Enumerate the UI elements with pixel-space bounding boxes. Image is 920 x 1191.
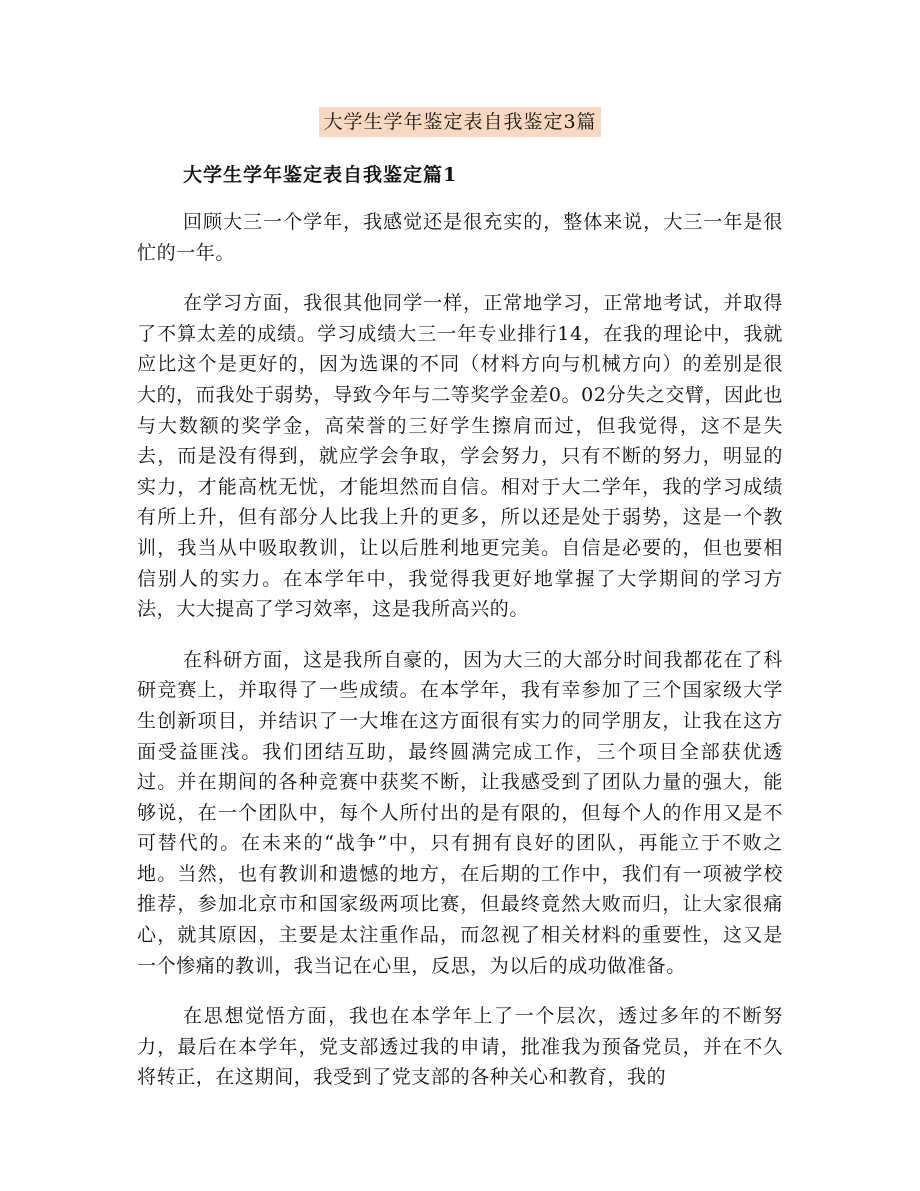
paragraph-3: 在科研方面，这是我所自豪的，因为大三的大部分时间我都花在了科研竞赛上，并取得了一些成绩。在本学年，我有幸参加了三个国家级大学生创新项目，并结识了一大堆在这方面很有实力的同学朋友，让我在这方面受益匪浅。我们团结互助，最终圆满完成工作，三个项目全部获优透过。并在期间的各种竞赛中获奖不断，让我感受到了团队力量的强大，能够说，在一个团队中，每个人所付出的是有限的，但每个人的作用又是不可替代的。在未来的“战争”中，只有拥有良好的团队，再能立于不败之地。当然，也有教训和遗憾的地方，在后期的工作中，我们有一项被学校推荐，参加北京市和国家级两项比赛，但最终竟然大败而归，让大家很痛心，就其原因，主要是太注重作品，而忽视了相关材料的重要性，这又是一个惨痛的教训，我当记在心里，反思，为以后的成功做准备。 xyxy=(137,648,783,977)
section-heading: 大学生学年鉴定表自我鉴定篇1 xyxy=(183,164,458,186)
paragraph-1: 回顾大三一个学年，我感觉还是很充实的，整体来说，大三一年是很忙的一年。 xyxy=(137,211,783,264)
document-body xyxy=(137,207,783,1113)
document-title: 大学生学年鉴定表自我鉴定3篇 xyxy=(319,107,600,137)
title-container xyxy=(0,107,920,137)
paragraph-2: 在学习方面，我很其他同学一样，正常地学习，正常地考试，并取得了不算太差的成绩。学习成绩大三一年专业排行14，在我的理论中，我就应比这个是更好的，因为选课的不同（材料方向与机械方向）的差别是很大的，而我处于弱势，导致今年与二等奖学金差0。02分失之交臂，因此也与大数额的奖学金，高荣誉的三好学生擦肩而过，但我觉得，这不是失去，而是没有得到，就应学会争取，学会努力，只有不断的努力，明显的实力，才能高枕无忧，才能坦然而自信。相对于大二学年，我的学习成绩有所上升，但有部分人比我上升的更多，所以还是处于弱势，这是一个教训，我当从中吸取教训，让以后胜利地更完美。自信是必要的，但也要相信别人的实力。在本学年中，我觉得我更好地掌握了大学期间的学习方法，大大提高了学习效率，这是我所高兴的。 xyxy=(137,292,783,621)
paragraph-4: 在思想觉悟方面，我也在本学年上了一个层次，透过多年的不断努力，最后在本学年，党支部透过我的申请，批准我为预备党员，并在不久将转正，在这期间，我受到了党支部的各种关心和教育，我的 xyxy=(137,1005,783,1089)
